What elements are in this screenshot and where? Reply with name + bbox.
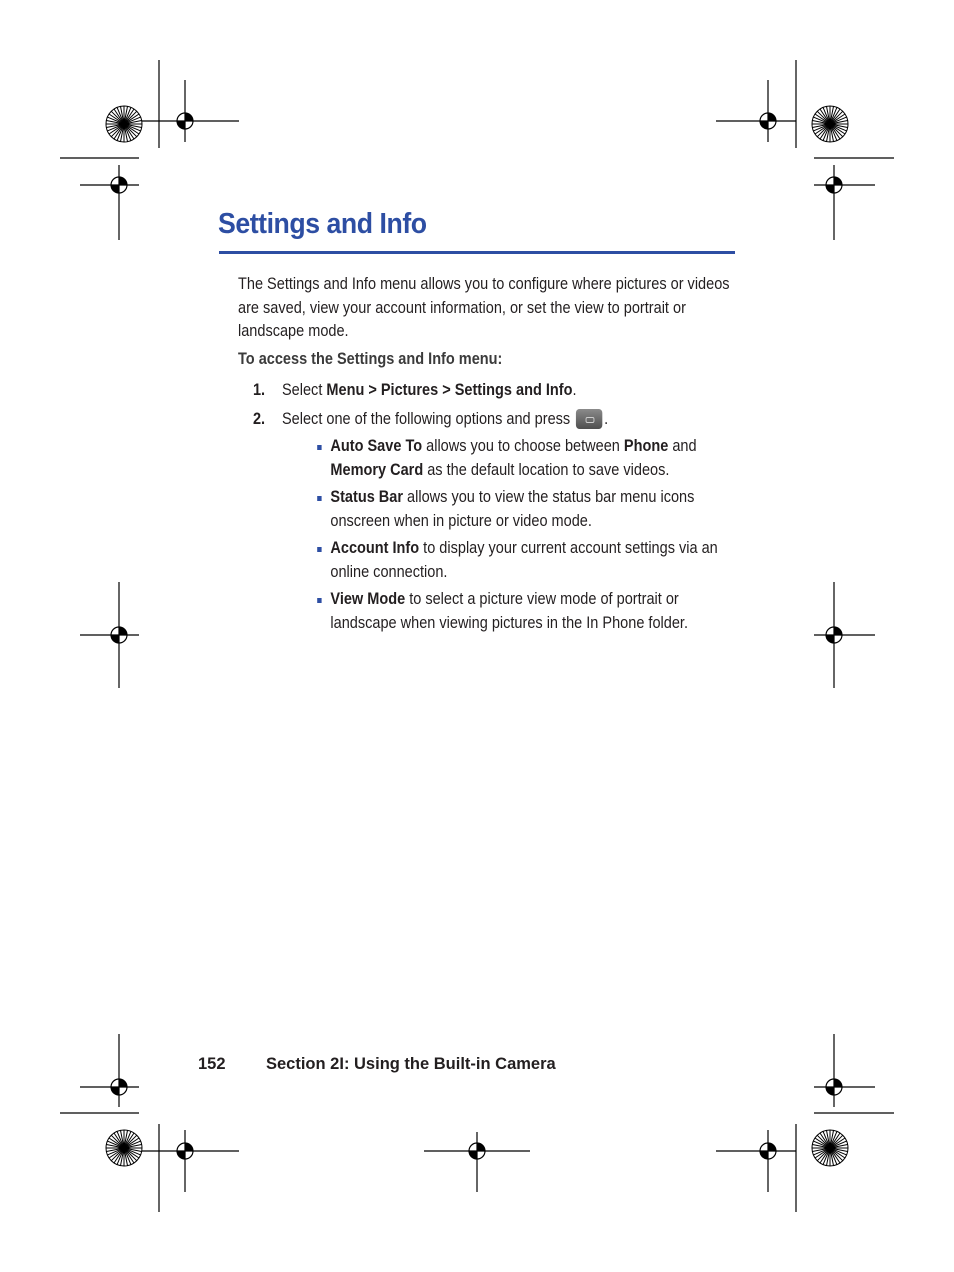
option-auto-save-to xyxy=(313,435,731,482)
step-text-end: . xyxy=(604,409,609,428)
main-content xyxy=(238,273,738,640)
step-text-end: . xyxy=(572,381,577,399)
page-number: 152 xyxy=(198,1055,226,1073)
step-number: 1. xyxy=(252,381,266,399)
option-view-mode xyxy=(313,588,731,635)
option-status-bar xyxy=(313,486,731,533)
procedure-lead: To access the Settings and Info menu: xyxy=(238,349,503,368)
option-name: Status Bar xyxy=(330,488,404,506)
page-title: Settings and Info xyxy=(218,208,427,240)
option-name: View Mode xyxy=(330,590,406,608)
content-body xyxy=(238,273,731,635)
option-memory-card: Memory Card xyxy=(330,460,424,479)
bullet-square-icon xyxy=(317,496,321,501)
page-footer xyxy=(198,1055,556,1074)
ok-key-icon xyxy=(576,409,602,429)
step-menu-path: Menu > Pictures > Settings and Info xyxy=(326,381,573,399)
title-underline xyxy=(219,251,735,254)
intro-paragraph: The Settings and Info menu allows you to configure where pictures or videos are saved, view your account information, or set the view to portrait or landscape mode. xyxy=(238,275,730,340)
bullet-square-icon xyxy=(317,598,321,603)
option-text: allows you to view the status bar menu icons onscreen when in picture or video mode. xyxy=(330,488,695,530)
option-name: Auto Save To xyxy=(330,437,423,455)
step-text: Select one of the following options and press xyxy=(282,409,575,428)
option-phone: Phone xyxy=(623,437,669,455)
option-account-info xyxy=(313,537,731,584)
bullet-square-icon xyxy=(317,547,321,552)
option-text: to select a picture view mode of portrait or landscape when viewing pictures in the In Phone folder. xyxy=(330,590,688,632)
step-text: Select xyxy=(282,381,327,399)
step-number: 2. xyxy=(252,409,266,428)
option-text: and xyxy=(668,437,697,455)
steps-list xyxy=(238,379,731,635)
step-1 xyxy=(238,379,731,403)
options-list xyxy=(282,435,731,635)
step-2 xyxy=(238,408,731,636)
option-text: as the default location to save videos. xyxy=(423,460,670,479)
bullet-square-icon xyxy=(317,445,321,450)
option-text: to display your current account settings via an online connection. xyxy=(330,539,718,581)
section-title: Section 2I: Using the Built-in Camera xyxy=(266,1055,556,1073)
option-name: Account Info xyxy=(330,539,420,557)
option-text: allows you to choose between xyxy=(422,437,624,455)
